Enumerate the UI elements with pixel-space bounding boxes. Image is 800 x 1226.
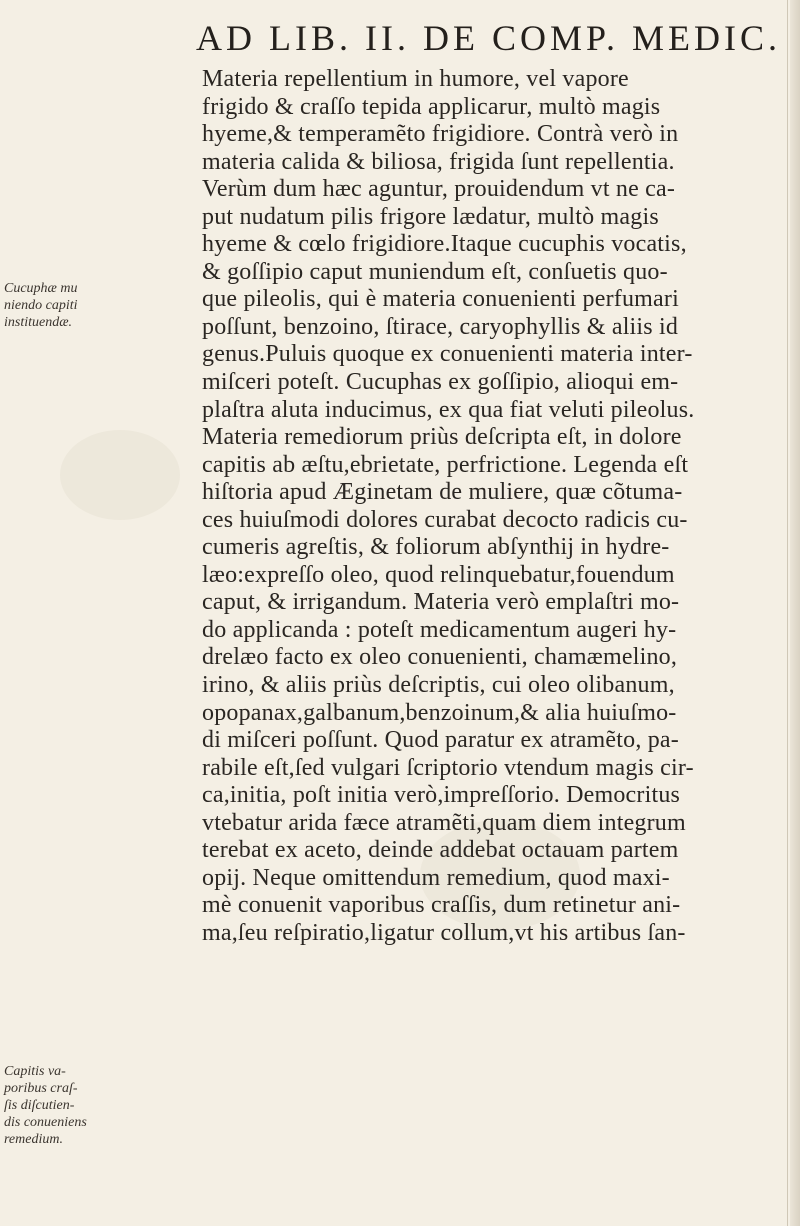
text-line: que pileolis, qui è materia conuenienti perfumari [202,286,679,313]
text-line: capitis ab æſtu,ebrietate, perfrictione. Legenda eſt [202,451,689,478]
text-line: ces huiuſmodi dolores curabat decocto radicis cu- [202,506,688,533]
margin-note-line: poribus craſ- [4,1081,78,1096]
text-line: mè conuenit vaporibus craſſis, dum retinetur ani- [202,892,681,919]
text-line: materia calida & biliosa, frigida ſunt repellentia. [202,148,675,175]
margin-note-cucuphae [4,280,150,331]
text-line: hyeme,& temperamẽto frigidiore. Contrà verò in [202,121,679,148]
text-line: ma,ſeu reſpiratio,ligatur collum,vt his artibus ſan- [202,919,686,946]
margin-note-line: Capitis va- [4,1064,66,1079]
text-line: ca,initia, poſt initia verò,impreſſorio. Democritus [202,782,681,809]
text-line: opij. Neque omittendum remedium, quod maxi- [202,864,670,891]
text-line: cumeris agreſtis, & foliorum abſynthij in hydre- [202,534,670,561]
text-line: poſſunt, benzoino, ſtirace, caryophyllis & aliis id [202,313,679,340]
margin-note-line: Cucuphæ mu [4,281,78,296]
text-line: Materia remediorum priùs deſcripta eſt, in dolore [202,424,682,451]
text-line: vtebatur arida fæce atramẽti,quam diem integrum [202,809,686,836]
text-line: Materia repellentium in humore, vel vapore [202,66,629,92]
text-line: opopanax,galbanum,benzoinum,& alia huiuſmo- [202,699,677,726]
margin-note-line: niendo capiti [4,298,78,313]
text-line: irino, & aliis priùs deſcriptis, cui oleo olibanum, [202,672,675,699]
text-line: caput, & irrigandum. Materia verò emplaſtri mo- [202,589,680,616]
text-line: miſceri poteſt. Cucuphas ex goſſipio, alioqui em- [202,369,679,396]
running-head: AD LIB. II. DE COMP. MEDIC. [196,18,781,58]
margin-note-line: ſis diſcutien- [4,1098,75,1113]
text-line: læo:expreſſo oleo, quod relinquebatur,fouendum [202,561,675,588]
margin-note-line: instituendæ. [4,315,73,330]
text-line: di miſceri poſſunt. Quod paratur ex atramẽto, pa- [202,727,679,754]
text-line: rabile eſt,ſed vulgari ſcriptorio vtendum magis cir- [202,754,694,781]
text-line: Verùm dum hæc aguntur, prouidendum vt ne ca- [202,176,676,203]
text-line: hiſtoria apud Æginetam de muliere, quæ cõtuma- [202,479,683,506]
text-line: put nudatum pilis frigore lædatur, multò magis [202,203,659,230]
text-line: terebat ex aceto, deinde addebat octauam partem [202,837,679,864]
text-line: & goſſipio caput muniendum eſt, conſuetis quo- [202,258,668,285]
text-line: genus.Puluis quoque ex conuenienti materia inter- [202,341,693,368]
text-line: hyeme & cœlo frigidiore.Itaque cucuphis vocatis, [202,231,687,258]
margin-note-capitis-vaporibus [4,1063,150,1148]
text-line: frigido & craſſo tepida applicarur, multò magis [202,93,661,120]
margin-note-line: remedium. [4,1132,63,1147]
page-edge [790,0,800,1226]
margin-note-line: dis conueniens [4,1115,87,1130]
body-text [150,66,790,948]
text-line: drelæo facto ex oleo conuenienti, chamæmelino, [202,644,678,671]
text-line: plaſtra aluta inducimus, ex qua fiat veluti pileolus. [202,396,695,423]
text-line: do applicanda : poteſt medicamentum augeri hy- [202,616,677,643]
